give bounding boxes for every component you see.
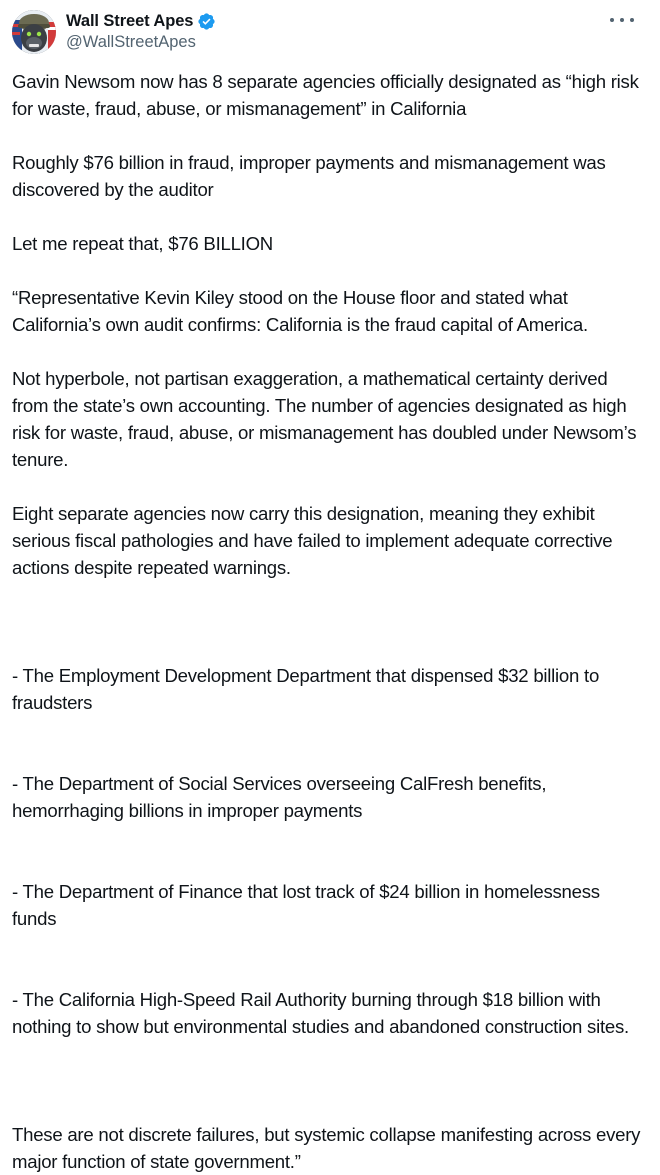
avatar[interactable] xyxy=(12,10,56,54)
ape-soldier-avatar-icon xyxy=(12,10,56,54)
author-handle[interactable]: @WallStreetApes xyxy=(66,33,196,51)
list-item: - The California High-Speed Rail Authority burning through $18 billion with nothing to show but environmental studies and abandoned construction sites. xyxy=(12,989,629,1037)
tweet-paragraph: Not hyperbole, not partisan exaggeration, a mathematical certainty derived from the state’s own accounting. The number of agencies designated as high risk for waste, fraud, abuse, or mismanagement has doubled under Newsom’s tenure. xyxy=(12,368,642,470)
tweet-paragraph: Roughly $76 billion in fraud, improper payments and mismanagement was discovered by the auditor xyxy=(12,152,611,200)
agency-list xyxy=(12,608,648,1094)
display-name[interactable]: Wall Street Apes xyxy=(66,11,194,30)
tweet-paragraph: “Representative Kevin Kiley stood on the House floor and stated what California’s own audit confirms: California is the fraud capital of America. xyxy=(12,287,588,335)
verified-badge-icon[interactable] xyxy=(197,12,216,31)
tweet-header xyxy=(12,0,648,62)
list-item: - The Employment Development Department that dispensed $32 billion to fraudsters xyxy=(12,665,604,713)
tweet-closing-paragraph: These are not discrete failures, but systemic collapse manifesting across every major function of state government.” xyxy=(12,1124,646,1172)
tweet-paragraph: Let me repeat that, $76 BILLION xyxy=(12,233,273,254)
list-item: - The Department of Social Services overseeing CalFresh benefits, hemorrhaging billions in improper payments xyxy=(12,773,552,821)
tweet-text xyxy=(12,62,648,1175)
more-horizontal-icon-dot xyxy=(630,18,634,22)
more-options-button[interactable] xyxy=(610,12,634,28)
more-horizontal-icon-dot xyxy=(610,18,614,22)
name-row xyxy=(66,10,216,32)
author-identity xyxy=(66,10,216,52)
more-horizontal-icon-dot xyxy=(620,18,624,22)
tweet-paragraph: Eight separate agencies now carry this designation, meaning they exhibit serious fiscal pathologies and have failed to implement adequate corrective actions despite repeated warnings. xyxy=(12,503,618,578)
list-item: - The Department of Finance that lost track of $24 billion in homelessness funds xyxy=(12,881,605,929)
tweet-paragraph: Gavin Newsom now has 8 separate agencies officially designated as “high risk for waste, fraud, abuse, or mismanagement” in California xyxy=(12,71,644,119)
